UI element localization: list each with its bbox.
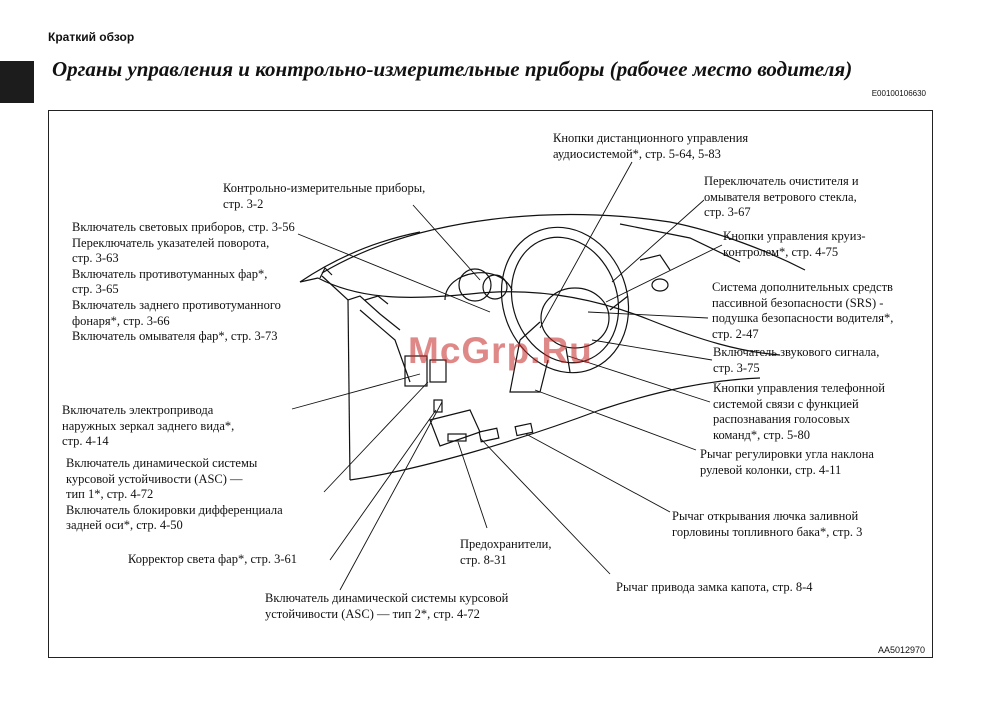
label-headlight-leveler: Корректор света фар*, стр. 3-61 <box>128 552 298 566</box>
document-code: E00100106630 <box>871 89 926 98</box>
label-srs-airbag: Система дополнительных средств пассивной безопасности (SRS) - подушка безопасности водителя*, стр. 2-47 <box>712 280 894 341</box>
label-wiper-switch: Переключатель очистителя и омывателя ветрового стекла, стр. 3-67 <box>704 174 859 220</box>
label-hood-lever: Рычаг привода замка капота, стр. 8-4 <box>616 580 813 594</box>
label-horn-switch: Включатель звукового сигнала, стр. 3-75 <box>713 345 880 375</box>
leader-light-switch <box>298 234 490 312</box>
label-cruise-buttons: Кнопки управления круиз- контролем*, стр. 4-75 <box>723 229 866 259</box>
leader-leveler <box>330 410 436 560</box>
leader-fuses <box>458 442 487 528</box>
label-asc-type2: Включатель динамической системы курсовой устойчивости (ASC) — тип 2*, стр. 4-72 <box>265 591 509 621</box>
label-tilt-lever: Рычаг регулировки угла наклона рулевой колонки, стр. 4-11 <box>700 447 874 477</box>
leader-wiper <box>612 200 704 282</box>
label-fuel-lid-lever: Рычаг открывания лючка заливной горловины топливного бака*, стр. 3 <box>672 509 863 539</box>
leader-instruments <box>413 205 480 280</box>
label-asc-type1: Включатель динамической системы курсовой устойчивости (ASC) — тип 1*, стр. 4-72 Включатель блокировки дифференциала задней оси*, стр. 4-50 <box>66 456 283 533</box>
figure-code: AA5012970 <box>877 645 925 655</box>
label-phone-buttons: Кнопки управления телефонной системой связи с функцией распознавания голосовых команд*, стр. 5-80 <box>713 381 885 442</box>
label-instruments: Контрольно-измерительные приборы, стр. 3-2 <box>223 181 426 211</box>
label-mirror-switch: Включатель электропривода наружных зеркал заднего вида*, стр. 4-14 <box>62 403 235 449</box>
label-fuses: Предохранители, стр. 8-31 <box>460 537 552 567</box>
label-audio-buttons: Кнопки дистанционного управления аудиосистемой*, стр. 5-64, 5-83 <box>553 131 749 161</box>
label-light-switch: Включатель световых приборов, стр. 3-56 Переключатель указателей поворота, стр. 3-63 Включатель противотуманных фар*, стр. 3-65 Включатель заднего противотуманного фонаря*, стр. 3-66 Включатель омывателя фар*, стр. 3-73 <box>72 220 295 344</box>
watermark: McGrp.Ru <box>408 330 593 371</box>
page-title: Органы управления и контрольно-измерительные приборы (рабочее место водителя) <box>52 57 853 81</box>
section-header: Краткий обзор <box>48 30 135 44</box>
leader-mirror <box>292 374 420 409</box>
leader-tilt <box>535 390 696 450</box>
leader-cruise <box>606 245 722 302</box>
leader-fuel-lid <box>526 434 670 512</box>
leader-asc2 <box>340 402 442 590</box>
leader-srs <box>588 312 708 318</box>
